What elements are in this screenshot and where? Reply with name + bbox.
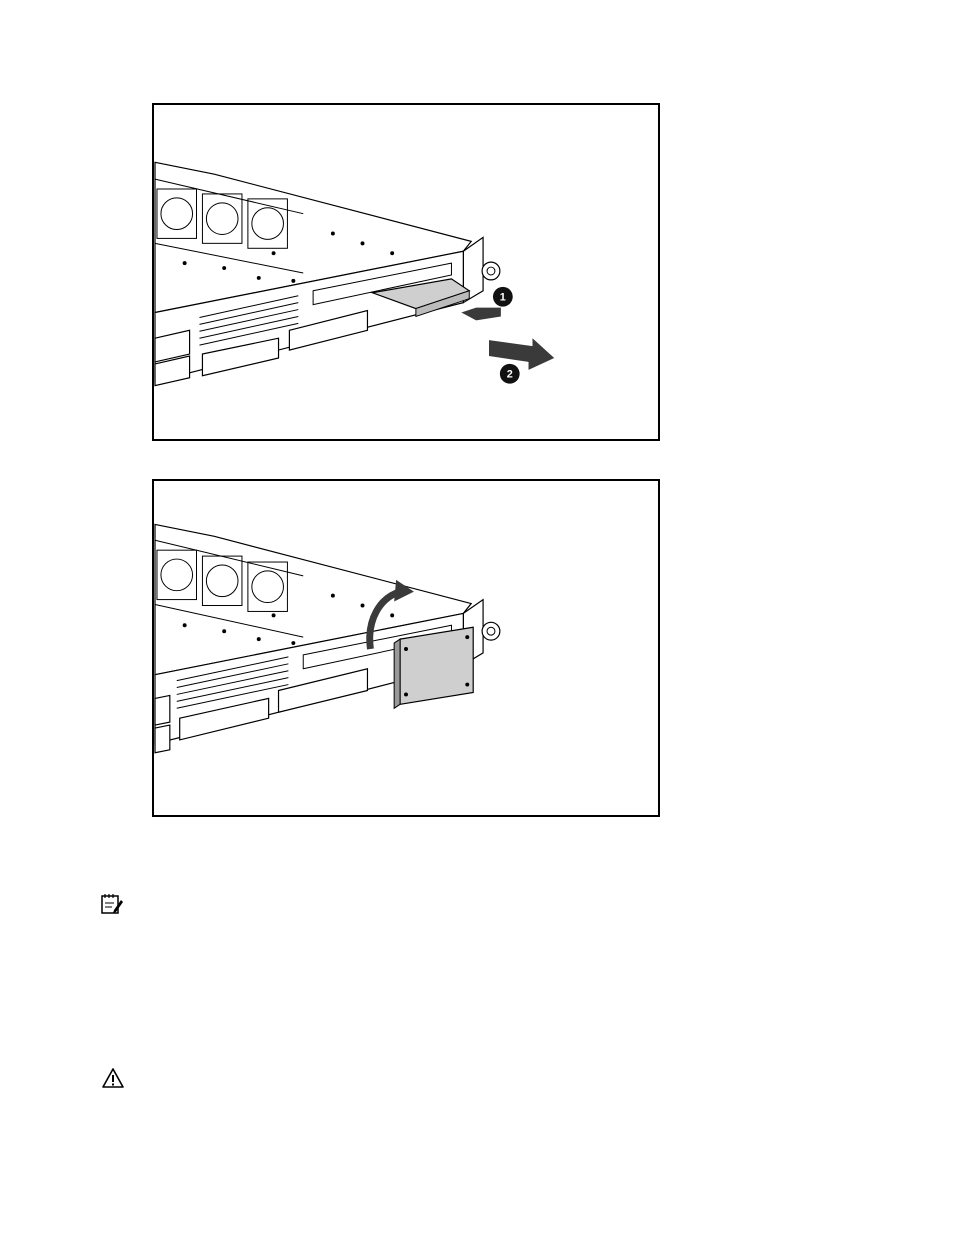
figure-rotate-battery-pack [152,479,660,817]
server-illustration-2 [154,481,658,815]
callout-1: 1 [499,291,506,304]
figure-remove-battery-cable [152,103,660,441]
callout-2: 2 [506,368,513,381]
caution-icon [101,1067,125,1089]
note-icon [100,893,124,915]
server-illustration-1 [154,105,658,439]
